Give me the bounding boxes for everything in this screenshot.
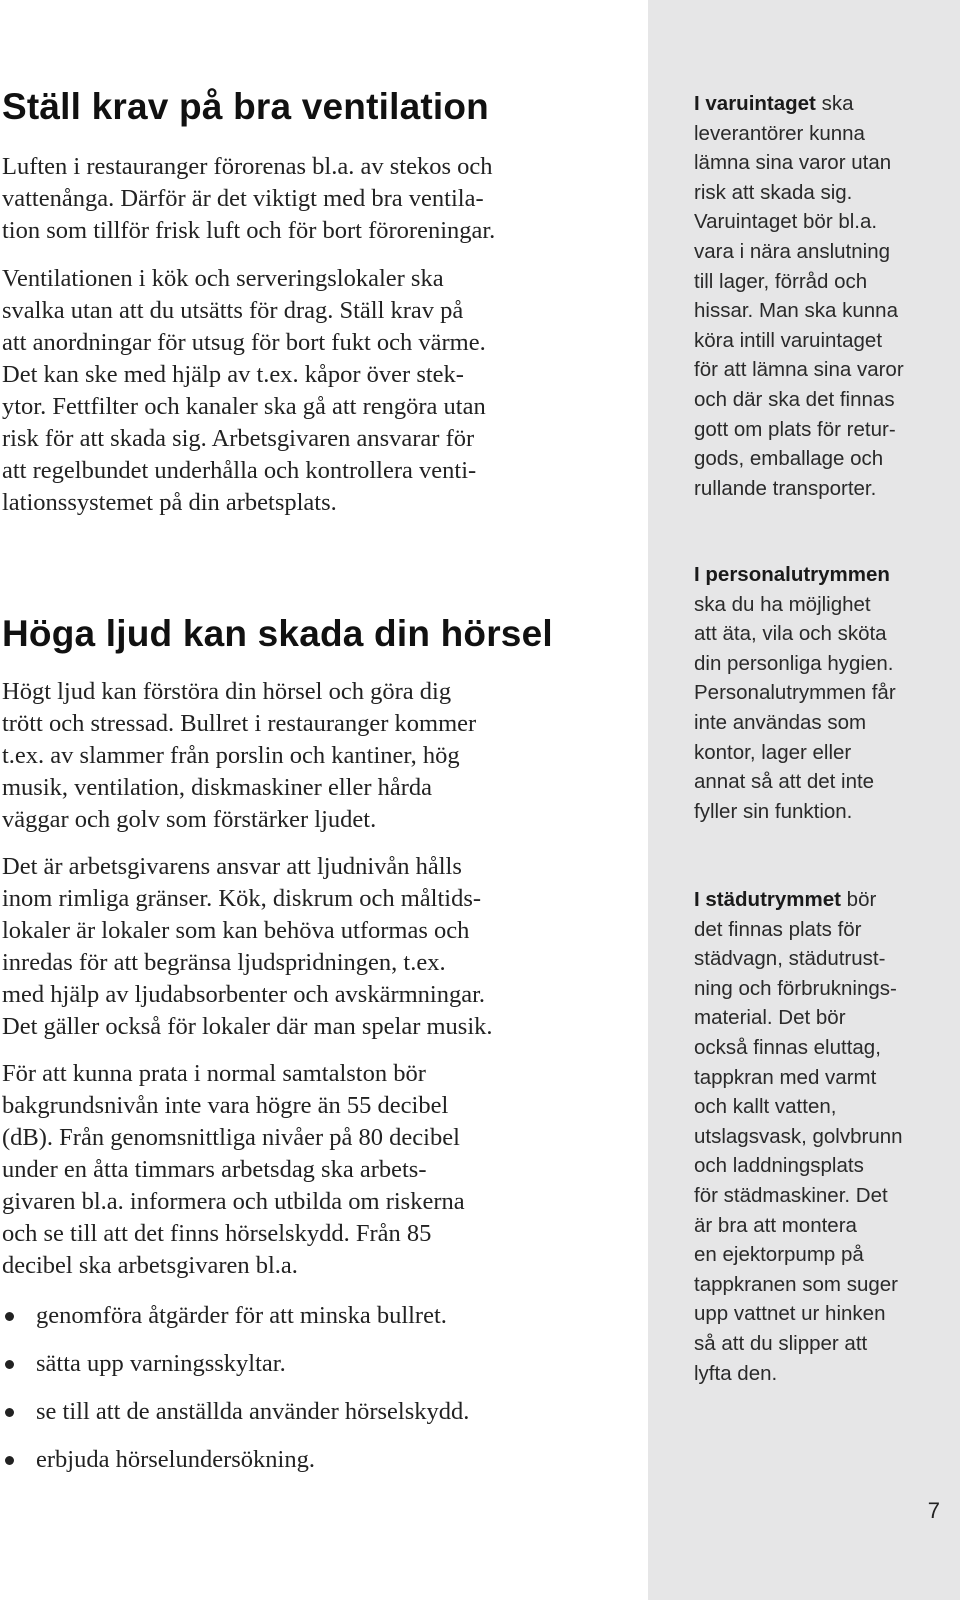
text-line: fyller sin funktion. — [694, 799, 853, 823]
text-line: tappkran med varmt — [694, 1065, 877, 1089]
text-line: utslagsvask, golvbrunn — [694, 1124, 903, 1148]
text-line: Högt ljud kan förstöra din hörsel och göra dig — [2, 678, 452, 705]
list-item — [2, 1348, 602, 1396]
text-line: ning och förbruknings- — [694, 976, 897, 1000]
sidebar-block-goods-reception — [694, 89, 956, 503]
text-line: och kallt vatten, — [694, 1095, 837, 1119]
bullet-icon — [5, 1312, 14, 1321]
text-line: det finnas plats för — [694, 917, 862, 941]
text-line: och där ska det finnas — [694, 387, 895, 411]
text-line: Det är arbetsgivarens ansvar att ljudnivån hålls — [2, 853, 462, 880]
bullet-icon — [5, 1360, 14, 1369]
text-line: lämna sina varor utan — [694, 151, 892, 175]
page-number: 7 — [927, 1498, 940, 1523]
sidebar-block-title: I städutrymmet — [694, 888, 841, 911]
text-line — [694, 560, 956, 590]
text-line: för städmaskiner. Det — [694, 1183, 888, 1207]
text-line: (dB). Från genomsnittliga nivåer på 80 decibel — [2, 1124, 460, 1151]
text-line: gott om plats för retur- — [694, 417, 896, 441]
text-line: givaren bl.a. informera och utbilda om riskerna — [2, 1188, 465, 1215]
bullet-icon — [5, 1456, 14, 1465]
sidebar — [648, 0, 960, 1600]
text-line: och se till att det finns hörselskydd. Från 85 — [2, 1220, 432, 1247]
text-line: din personliga hygien. — [694, 651, 894, 675]
text-fragment: bör — [840, 888, 877, 911]
text-line: är bra att montera — [694, 1213, 857, 1237]
list-item — [2, 1444, 602, 1492]
text-line: att anordningar för utsug för bort fukt och värme. — [2, 329, 486, 356]
text-line: tappkranen som suger — [694, 1272, 898, 1296]
text-line: för att lämna sina varor — [694, 358, 904, 382]
text-line: väggar och golv som förstärker ljudet. — [2, 806, 377, 833]
text-line: ytor. Fettfilter och kanaler ska gå att rengöra utan — [2, 393, 486, 420]
sidebar-block-cleaning-room — [694, 885, 956, 1388]
list-item — [2, 1300, 602, 1348]
text-line: svalka utan att du utsätts för drag. Ställ krav på — [2, 297, 464, 324]
text-line: gods, emballage och — [694, 447, 884, 471]
noise-paragraph-2 — [2, 851, 602, 1043]
text-line: tion som tillför frisk luft och för bort föroreningar. — [2, 217, 496, 244]
text-line: material. Det bör — [694, 1006, 846, 1030]
text-line: kontor, lager eller — [694, 740, 852, 764]
ventilation-paragraph-2 — [2, 263, 602, 519]
heading-noise: Höga ljud kan skada din hörsel — [2, 613, 553, 654]
text-line: köra intill varuintaget — [694, 328, 883, 352]
text-line: lationssystemet på din arbetsplats. — [2, 489, 337, 516]
text-line: att äta, vila och sköta — [694, 622, 887, 646]
text-line: inredas för att begränsa ljudspridningen, t.ex. — [2, 949, 446, 976]
text-line: med hjälp av ljudabsorbenter och avskärmningar. — [2, 981, 486, 1008]
text-line: Det gäller också för lokaler där man spelar musik. — [2, 1013, 493, 1040]
text-line: också finnas eluttag, — [694, 1035, 881, 1059]
list-item-text: se till att de anställda använder hörselskydd. — [36, 1398, 470, 1425]
text-line: vara i nära anslutning — [694, 239, 891, 263]
bullet-icon — [5, 1408, 14, 1417]
text-line: t.ex. av slammer från porslin och kantiner, hög — [2, 742, 460, 769]
text-line: lyfta den. — [694, 1361, 778, 1385]
text-line: Varuintaget bör bl.a. — [694, 210, 878, 234]
text-line: risk att skada sig. — [694, 180, 853, 204]
text-line: under en åtta timmars arbetsdag ska arbets- — [2, 1156, 427, 1183]
text-line: så att du slipper att — [694, 1331, 868, 1355]
heading-ventilation: Ställ krav på bra ventilation — [2, 86, 489, 127]
text-line: och laddningsplats — [694, 1154, 864, 1178]
text-line: trött och stressad. Bullret i restauranger kommer — [2, 710, 477, 737]
sidebar-block-title: I personalutrymmen — [694, 563, 890, 586]
text-line: decibel ska arbetsgivaren bl.a. — [2, 1252, 298, 1279]
text-line: annat så att det inte — [694, 770, 875, 794]
text-fragment: ska — [815, 92, 854, 115]
text-line: Luften i restauranger förorenas bl.a. av stekos och — [2, 153, 493, 180]
text-line — [694, 885, 956, 915]
text-line: rullande transporter. — [694, 476, 877, 500]
noise-measures-list — [2, 1300, 602, 1492]
text-line: Det kan ske med hjälp av t.ex. kåpor över stek- — [2, 361, 464, 388]
text-line: inom rimliga gränser. Kök, diskrum och måltids- — [2, 885, 482, 912]
noise-paragraph-3 — [2, 1058, 602, 1282]
list-item — [2, 1396, 602, 1444]
text-line: leverantörer kunna — [694, 121, 865, 145]
text-line: till lager, förråd och — [694, 269, 868, 293]
text-line: Ventilationen i kök och serveringslokaler ska — [2, 265, 444, 292]
list-item-text: erbjuda hörselundersökning. — [36, 1446, 315, 1473]
list-item-text: sätta upp varningsskyltar. — [36, 1350, 286, 1377]
text-line: inte användas som — [694, 710, 867, 734]
text-line: musik, ventilation, diskmaskiner eller hårda — [2, 774, 433, 801]
text-line: hissar. Man ska kunna — [694, 299, 898, 323]
text-line: vattenånga. Därför är det viktigt med bra ventila- — [2, 185, 484, 212]
text-line: lokaler är lokaler som kan behöva utformas och — [2, 917, 470, 944]
text-line: städvagn, städutrust- — [694, 947, 886, 971]
text-line: risk för att skada sig. Arbetsgivaren ansvarar för — [2, 425, 475, 452]
text-line — [694, 89, 956, 119]
text-line: en ejektorpump på — [694, 1243, 864, 1267]
list-item-text: genomföra åtgärder för att minska bullret. — [36, 1302, 447, 1329]
noise-paragraph-1 — [2, 676, 602, 836]
text-line: Personalutrymmen får — [694, 681, 896, 705]
text-line: ska du ha möjlighet — [694, 592, 871, 616]
text-line: att regelbundet underhålla och kontrollera venti- — [2, 457, 477, 484]
ventilation-paragraph-1 — [2, 151, 602, 247]
sidebar-block-staff-rooms — [694, 560, 956, 826]
text-line: upp vattnet ur hinken — [694, 1302, 886, 1326]
text-line: bakgrundsnivån inte vara högre än 55 decibel — [2, 1092, 449, 1119]
text-line: För att kunna prata i normal samtalston bör — [2, 1060, 426, 1087]
sidebar-block-title: I varuintaget — [694, 92, 816, 115]
